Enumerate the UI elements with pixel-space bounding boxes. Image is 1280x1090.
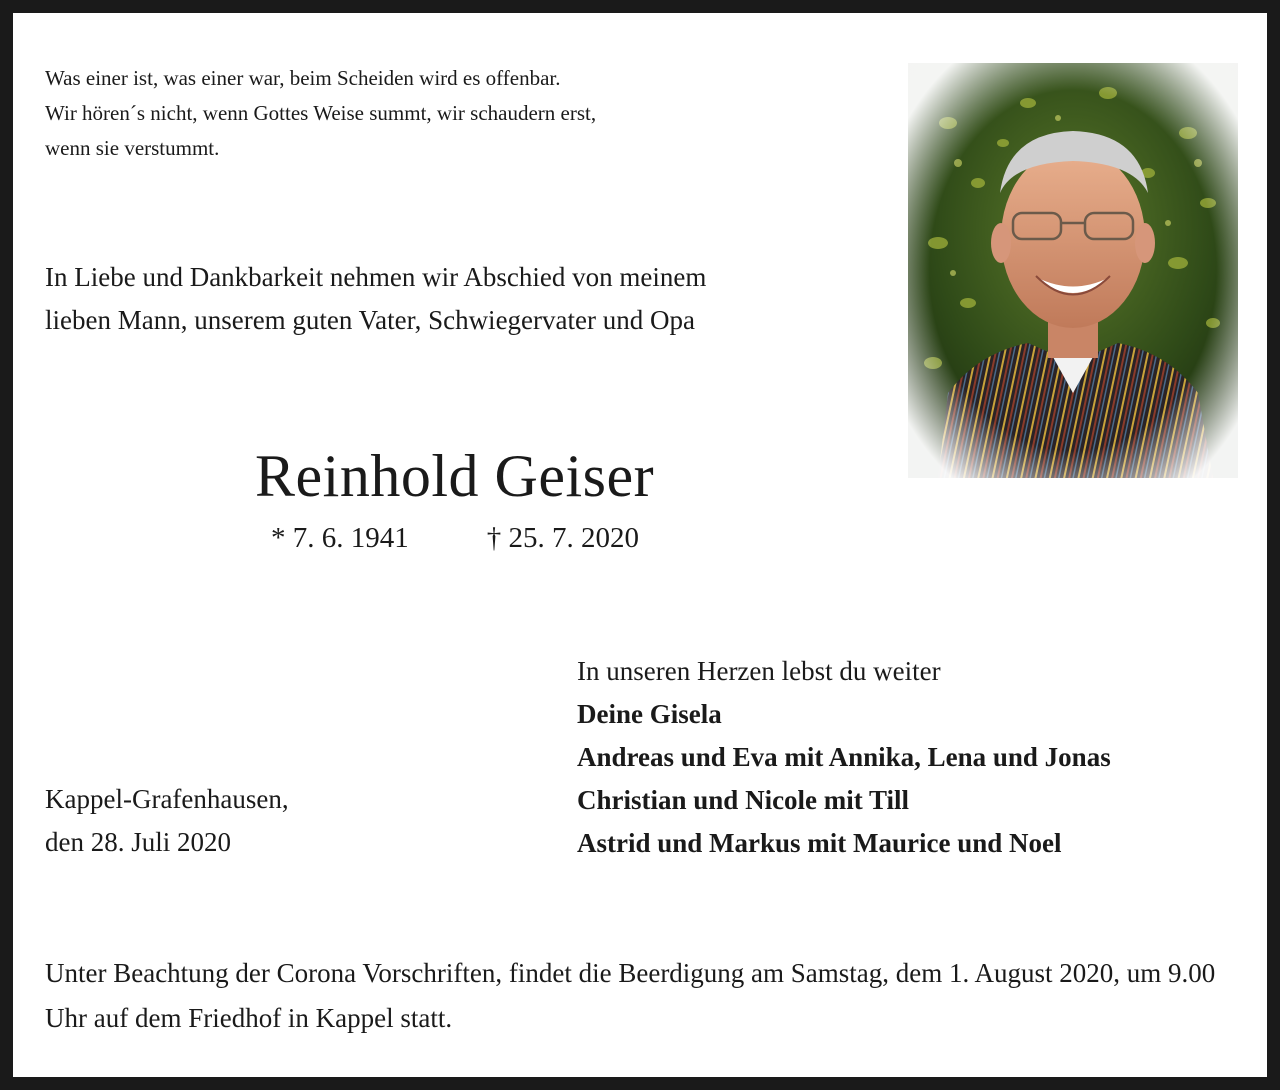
place-date: den 28. Juli 2020 (45, 827, 231, 857)
family-member: Christian und Nicole mit Till (577, 785, 910, 815)
place-city: Kappel-Grafenhausen, (45, 784, 289, 814)
family-member: Astrid und Markus mit Maurice und Noel (577, 828, 1062, 858)
farewell-intro (45, 256, 706, 342)
family-heading: In unseren Herzen lebst du weiter (577, 656, 941, 686)
family-member: Andreas und Eva mit Annika, Lena und Jonas (577, 742, 1111, 772)
poem-line: wenn sie verstummt. (45, 136, 220, 160)
intro-line: lieben Mann, unserem guten Vater, Schwiegervater und Opa (45, 305, 695, 335)
life-dates (271, 520, 639, 556)
place-and-date (45, 778, 289, 864)
poem-verse (45, 61, 596, 166)
funeral-notice: Unter Beachtung der Corona Vorschriften, findet die Beerdigung am Samstag, dem 1. August 2020, um 9.00 Uhr auf dem Friedhof in Kappel statt. (45, 958, 1216, 1033)
deceased-name: Reinhold Geiser (255, 443, 655, 509)
intro-line: In Liebe und Dankbarkeit nehmen wir Abschied von meinem (45, 262, 707, 292)
death-date: † 25. 7. 2020 (486, 522, 639, 554)
poem-line: Was einer ist, was einer war, beim Scheiden wird es offenbar. (45, 66, 561, 90)
portrait-photo (908, 63, 1238, 478)
family-signatures (577, 650, 1111, 865)
family-member: Deine Gisela (577, 699, 722, 729)
obituary-card (13, 13, 1267, 1077)
birth-date: * 7. 6. 1941 (271, 522, 409, 554)
poem-line: Wir hören´s nicht, wenn Gottes Weise summt, wir schaudern erst, (45, 101, 597, 125)
